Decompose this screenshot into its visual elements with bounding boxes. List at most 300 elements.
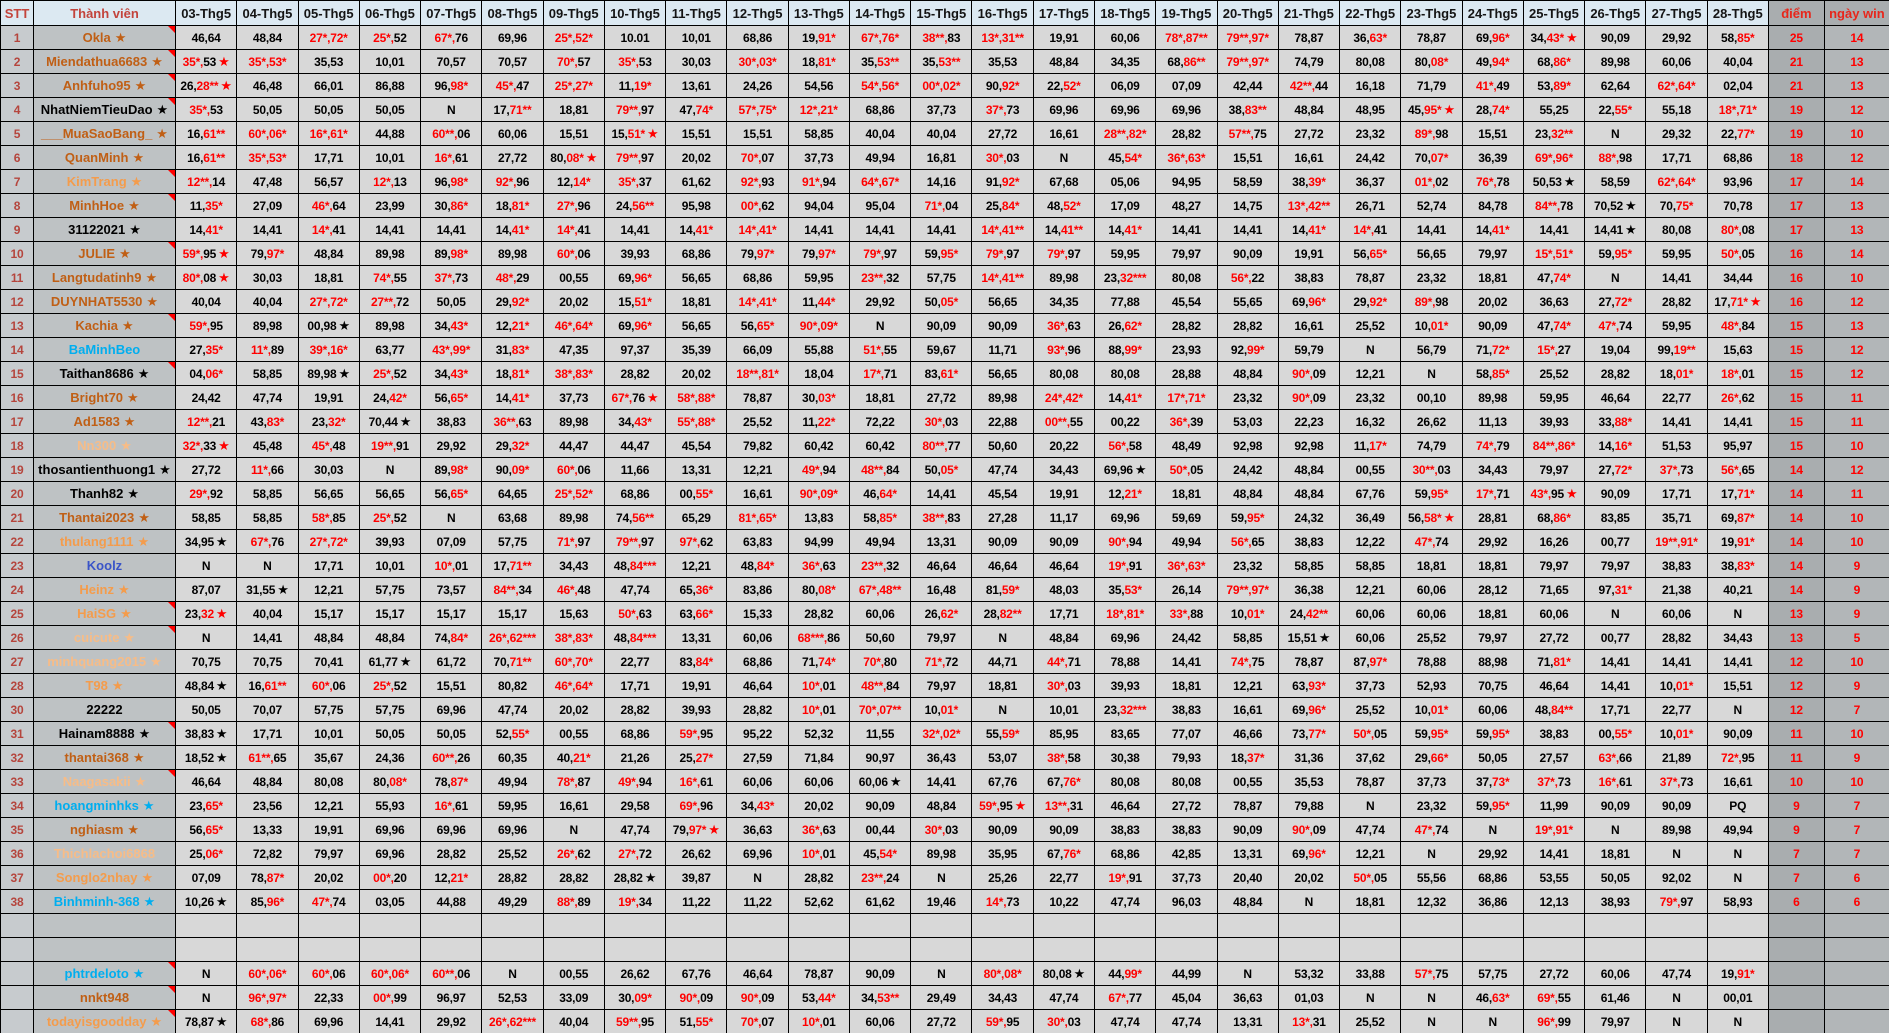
- score-cell[interactable]: [911, 602, 972, 626]
- diem-cell[interactable]: 18: [1768, 146, 1824, 170]
- member-name-cell[interactable]: [34, 362, 176, 386]
- score-cell[interactable]: [1585, 386, 1646, 410]
- score-cell[interactable]: [1401, 50, 1462, 74]
- score-cell[interactable]: [1707, 890, 1768, 914]
- member-name-cell[interactable]: [34, 506, 176, 530]
- ngay-win-cell[interactable]: 14: [1824, 242, 1889, 266]
- score-cell[interactable]: [421, 50, 482, 74]
- score-cell[interactable]: [1401, 338, 1462, 362]
- score-cell[interactable]: [237, 50, 298, 74]
- score-cell[interactable]: [1585, 866, 1646, 890]
- score-cell[interactable]: [911, 554, 972, 578]
- score-cell[interactable]: [1278, 698, 1339, 722]
- score-cell[interactable]: [1401, 314, 1462, 338]
- score-cell[interactable]: [727, 362, 788, 386]
- score-cell[interactable]: [1278, 842, 1339, 866]
- score-cell[interactable]: [666, 338, 727, 362]
- score-cell[interactable]: [176, 554, 237, 578]
- score-cell[interactable]: [1094, 986, 1155, 1010]
- score-cell[interactable]: [1340, 146, 1401, 170]
- score-cell[interactable]: [1462, 458, 1523, 482]
- score-cell[interactable]: [666, 290, 727, 314]
- score-cell[interactable]: [421, 314, 482, 338]
- score-cell[interactable]: [1401, 290, 1462, 314]
- score-cell[interactable]: [359, 434, 420, 458]
- score-cell[interactable]: [911, 242, 972, 266]
- score-cell[interactable]: [1401, 410, 1462, 434]
- score-cell[interactable]: [421, 746, 482, 770]
- score-cell[interactable]: [1156, 914, 1217, 938]
- score-cell[interactable]: [298, 842, 359, 866]
- score-cell[interactable]: [176, 674, 237, 698]
- score-cell[interactable]: [298, 554, 359, 578]
- score-cell[interactable]: [176, 218, 237, 242]
- score-cell[interactable]: [482, 890, 543, 914]
- score-cell[interactable]: [359, 842, 420, 866]
- diem-cell[interactable]: [1768, 962, 1824, 986]
- member-name-cell[interactable]: [34, 674, 176, 698]
- score-cell[interactable]: [666, 410, 727, 434]
- score-cell[interactable]: [1401, 890, 1462, 914]
- score-cell[interactable]: [1646, 482, 1707, 506]
- stt-cell[interactable]: 34: [1, 794, 34, 818]
- score-cell[interactable]: [237, 530, 298, 554]
- score-cell[interactable]: [298, 26, 359, 50]
- score-cell[interactable]: [604, 122, 665, 146]
- score-cell[interactable]: [1340, 842, 1401, 866]
- score-cell[interactable]: [298, 578, 359, 602]
- score-cell[interactable]: [421, 578, 482, 602]
- member-name-cell[interactable]: [34, 626, 176, 650]
- score-cell[interactable]: [1462, 338, 1523, 362]
- score-cell[interactable]: [1094, 218, 1155, 242]
- score-cell[interactable]: [237, 290, 298, 314]
- score-cell[interactable]: [176, 986, 237, 1010]
- score-cell[interactable]: [298, 362, 359, 386]
- score-cell[interactable]: [1523, 986, 1584, 1010]
- score-cell[interactable]: [911, 74, 972, 98]
- score-cell[interactable]: [1707, 506, 1768, 530]
- score-cell[interactable]: [727, 962, 788, 986]
- score-cell[interactable]: [1094, 362, 1155, 386]
- score-cell[interactable]: [482, 818, 543, 842]
- score-cell[interactable]: [604, 170, 665, 194]
- score-cell[interactable]: [1278, 314, 1339, 338]
- score-cell[interactable]: [1523, 458, 1584, 482]
- ngay-win-cell[interactable]: 7: [1824, 818, 1889, 842]
- score-cell[interactable]: [359, 458, 420, 482]
- score-cell[interactable]: [176, 410, 237, 434]
- score-cell[interactable]: [1646, 722, 1707, 746]
- score-cell[interactable]: [298, 530, 359, 554]
- score-cell[interactable]: [972, 674, 1033, 698]
- score-cell[interactable]: [1523, 746, 1584, 770]
- score-cell[interactable]: [1340, 170, 1401, 194]
- score-cell[interactable]: [359, 986, 420, 1010]
- diem-cell[interactable]: 11: [1768, 746, 1824, 770]
- score-cell[interactable]: [666, 242, 727, 266]
- score-cell[interactable]: [482, 722, 543, 746]
- score-cell[interactable]: [176, 74, 237, 98]
- score-cell[interactable]: [1094, 338, 1155, 362]
- score-cell[interactable]: [666, 818, 727, 842]
- score-cell[interactable]: [849, 74, 910, 98]
- score-cell[interactable]: [1278, 50, 1339, 74]
- score-cell[interactable]: [176, 362, 237, 386]
- score-cell[interactable]: [1340, 410, 1401, 434]
- col-header-date-15-Thg5[interactable]: 15-Thg5: [911, 1, 972, 26]
- score-cell[interactable]: [1523, 770, 1584, 794]
- score-cell[interactable]: [1156, 218, 1217, 242]
- score-cell[interactable]: [1278, 266, 1339, 290]
- score-cell[interactable]: [298, 674, 359, 698]
- score-cell[interactable]: [482, 746, 543, 770]
- score-cell[interactable]: [543, 650, 604, 674]
- score-cell[interactable]: [1217, 170, 1278, 194]
- score-cell[interactable]: [237, 986, 298, 1010]
- stt-cell[interactable]: 18: [1, 434, 34, 458]
- score-cell[interactable]: [1523, 386, 1584, 410]
- score-cell[interactable]: [1217, 74, 1278, 98]
- score-cell[interactable]: [543, 482, 604, 506]
- score-cell[interactable]: [1401, 554, 1462, 578]
- score-cell[interactable]: [1340, 1010, 1401, 1033]
- col-header-date-23-Thg5[interactable]: 23-Thg5: [1401, 1, 1462, 26]
- score-cell[interactable]: [1340, 266, 1401, 290]
- score-cell[interactable]: [1278, 770, 1339, 794]
- score-cell[interactable]: [1217, 986, 1278, 1010]
- diem-cell[interactable]: [1768, 914, 1824, 938]
- score-cell[interactable]: [1156, 170, 1217, 194]
- score-cell[interactable]: [237, 170, 298, 194]
- score-cell[interactable]: [176, 146, 237, 170]
- score-cell[interactable]: [1401, 650, 1462, 674]
- score-cell[interactable]: [1462, 722, 1523, 746]
- diem-cell[interactable]: 19: [1768, 122, 1824, 146]
- ngay-win-cell[interactable]: 14: [1824, 26, 1889, 50]
- score-cell[interactable]: [1585, 362, 1646, 386]
- score-cell[interactable]: [1707, 722, 1768, 746]
- score-cell[interactable]: [176, 818, 237, 842]
- score-cell[interactable]: [1646, 218, 1707, 242]
- score-cell[interactable]: [1278, 746, 1339, 770]
- score-cell[interactable]: [1156, 434, 1217, 458]
- diem-cell[interactable]: 9: [1768, 794, 1824, 818]
- score-cell[interactable]: [1278, 986, 1339, 1010]
- score-cell[interactable]: [604, 626, 665, 650]
- score-cell[interactable]: [788, 146, 849, 170]
- score-cell[interactable]: [1340, 338, 1401, 362]
- score-cell[interactable]: [237, 242, 298, 266]
- score-cell[interactable]: [1094, 482, 1155, 506]
- score-cell[interactable]: [666, 362, 727, 386]
- score-cell[interactable]: [1340, 818, 1401, 842]
- ngay-win-cell[interactable]: [1824, 938, 1889, 962]
- score-cell[interactable]: [1094, 1010, 1155, 1033]
- score-cell[interactable]: [727, 770, 788, 794]
- score-cell[interactable]: [604, 1010, 665, 1033]
- score-cell[interactable]: [1033, 458, 1094, 482]
- score-cell[interactable]: [666, 458, 727, 482]
- score-cell[interactable]: [482, 338, 543, 362]
- ngay-win-cell[interactable]: 10: [1824, 770, 1889, 794]
- score-cell[interactable]: [1217, 458, 1278, 482]
- member-name-cell[interactable]: [34, 458, 176, 482]
- score-cell[interactable]: [1523, 578, 1584, 602]
- score-cell[interactable]: [1278, 650, 1339, 674]
- score-cell[interactable]: [482, 530, 543, 554]
- score-cell[interactable]: [849, 698, 910, 722]
- score-cell[interactable]: [298, 722, 359, 746]
- score-cell[interactable]: [1401, 962, 1462, 986]
- score-cell[interactable]: [1340, 74, 1401, 98]
- score-cell[interactable]: [1033, 266, 1094, 290]
- score-cell[interactable]: [1217, 890, 1278, 914]
- score-cell[interactable]: [666, 770, 727, 794]
- member-name-cell[interactable]: [34, 434, 176, 458]
- score-cell[interactable]: [1462, 914, 1523, 938]
- score-cell[interactable]: [359, 722, 420, 746]
- score-cell[interactable]: [1156, 842, 1217, 866]
- score-cell[interactable]: [1156, 650, 1217, 674]
- score-cell[interactable]: [359, 554, 420, 578]
- score-cell[interactable]: [1156, 554, 1217, 578]
- score-cell[interactable]: [237, 554, 298, 578]
- score-cell[interactable]: [237, 506, 298, 530]
- diem-cell[interactable]: [1768, 986, 1824, 1010]
- score-cell[interactable]: [1401, 1010, 1462, 1033]
- score-cell[interactable]: [421, 146, 482, 170]
- score-cell[interactable]: [421, 770, 482, 794]
- score-cell[interactable]: [1340, 122, 1401, 146]
- score-cell[interactable]: [604, 482, 665, 506]
- col-header-date-06-Thg5[interactable]: 06-Thg5: [359, 1, 420, 26]
- score-cell[interactable]: [237, 794, 298, 818]
- diem-cell[interactable]: 21: [1768, 74, 1824, 98]
- score-cell[interactable]: [1401, 386, 1462, 410]
- diem-cell[interactable]: 17: [1768, 170, 1824, 194]
- score-cell[interactable]: [421, 98, 482, 122]
- score-cell[interactable]: [482, 986, 543, 1010]
- score-cell[interactable]: [788, 626, 849, 650]
- score-cell[interactable]: [1646, 458, 1707, 482]
- score-cell[interactable]: [1585, 746, 1646, 770]
- score-cell[interactable]: [727, 866, 788, 890]
- score-cell[interactable]: [543, 122, 604, 146]
- score-cell[interactable]: [911, 530, 972, 554]
- score-cell[interactable]: [911, 794, 972, 818]
- score-cell[interactable]: [1340, 218, 1401, 242]
- ngay-win-cell[interactable]: 13: [1824, 50, 1889, 74]
- score-cell[interactable]: [788, 506, 849, 530]
- score-cell[interactable]: [482, 242, 543, 266]
- score-cell[interactable]: [176, 578, 237, 602]
- score-cell[interactable]: [1217, 290, 1278, 314]
- score-cell[interactable]: [421, 122, 482, 146]
- stt-cell[interactable]: 31: [1, 722, 34, 746]
- score-cell[interactable]: [237, 74, 298, 98]
- score-cell[interactable]: [1707, 602, 1768, 626]
- score-cell[interactable]: [1156, 506, 1217, 530]
- member-name-cell[interactable]: [34, 98, 176, 122]
- ngay-win-cell[interactable]: 7: [1824, 698, 1889, 722]
- score-cell[interactable]: [237, 938, 298, 962]
- member-name-cell[interactable]: [34, 1010, 176, 1033]
- score-cell[interactable]: [1707, 50, 1768, 74]
- score-cell[interactable]: [1217, 722, 1278, 746]
- score-cell[interactable]: [1217, 506, 1278, 530]
- score-cell[interactable]: [359, 770, 420, 794]
- score-cell[interactable]: [176, 506, 237, 530]
- score-cell[interactable]: [972, 530, 1033, 554]
- col-header-date-03-Thg5[interactable]: 03-Thg5: [176, 1, 237, 26]
- score-cell[interactable]: [1033, 914, 1094, 938]
- score-cell[interactable]: [1033, 866, 1094, 890]
- score-cell[interactable]: [1585, 458, 1646, 482]
- score-cell[interactable]: [1033, 578, 1094, 602]
- score-cell[interactable]: [666, 698, 727, 722]
- score-cell[interactable]: [421, 338, 482, 362]
- score-cell[interactable]: [1707, 266, 1768, 290]
- score-cell[interactable]: [604, 818, 665, 842]
- score-cell[interactable]: [359, 650, 420, 674]
- score-cell[interactable]: [298, 890, 359, 914]
- col-header-date-17-Thg5[interactable]: 17-Thg5: [1033, 1, 1094, 26]
- score-cell[interactable]: [1646, 98, 1707, 122]
- score-cell[interactable]: [1523, 938, 1584, 962]
- score-cell[interactable]: [421, 674, 482, 698]
- score-cell[interactable]: [1094, 146, 1155, 170]
- score-cell[interactable]: [1646, 122, 1707, 146]
- score-cell[interactable]: [298, 482, 359, 506]
- score-cell[interactable]: [1585, 938, 1646, 962]
- score-cell[interactable]: [482, 698, 543, 722]
- score-cell[interactable]: [1156, 242, 1217, 266]
- score-cell[interactable]: [788, 74, 849, 98]
- diem-cell[interactable]: 14: [1768, 506, 1824, 530]
- score-cell[interactable]: [482, 194, 543, 218]
- score-cell[interactable]: [298, 794, 359, 818]
- score-cell[interactable]: [972, 506, 1033, 530]
- score-cell[interactable]: [666, 26, 727, 50]
- score-cell[interactable]: [1523, 218, 1584, 242]
- score-cell[interactable]: [1156, 74, 1217, 98]
- score-cell[interactable]: [176, 698, 237, 722]
- score-cell[interactable]: [298, 170, 359, 194]
- diem-cell[interactable]: 15: [1768, 338, 1824, 362]
- score-cell[interactable]: [1278, 602, 1339, 626]
- score-cell[interactable]: [482, 674, 543, 698]
- score-cell[interactable]: [1033, 818, 1094, 842]
- score-cell[interactable]: [788, 650, 849, 674]
- score-cell[interactable]: [788, 434, 849, 458]
- score-cell[interactable]: [1156, 698, 1217, 722]
- ngay-win-cell[interactable]: 12: [1824, 362, 1889, 386]
- score-cell[interactable]: [666, 722, 727, 746]
- score-cell[interactable]: [1094, 650, 1155, 674]
- score-cell[interactable]: [788, 530, 849, 554]
- score-cell[interactable]: [1523, 290, 1584, 314]
- score-cell[interactable]: [1585, 314, 1646, 338]
- score-cell[interactable]: [543, 362, 604, 386]
- score-cell[interactable]: [1462, 50, 1523, 74]
- score-cell[interactable]: [1462, 506, 1523, 530]
- score-cell[interactable]: [176, 530, 237, 554]
- score-cell[interactable]: [1340, 698, 1401, 722]
- score-cell[interactable]: [1585, 482, 1646, 506]
- score-cell[interactable]: [1156, 626, 1217, 650]
- member-name-cell[interactable]: [34, 722, 176, 746]
- score-cell[interactable]: [666, 170, 727, 194]
- score-cell[interactable]: [1462, 962, 1523, 986]
- score-cell[interactable]: [1462, 1010, 1523, 1033]
- score-cell[interactable]: [604, 938, 665, 962]
- score-cell[interactable]: [604, 986, 665, 1010]
- score-cell[interactable]: [1707, 986, 1768, 1010]
- score-cell[interactable]: [1340, 650, 1401, 674]
- score-cell[interactable]: [176, 122, 237, 146]
- score-cell[interactable]: [421, 194, 482, 218]
- score-cell[interactable]: [1462, 410, 1523, 434]
- score-cell[interactable]: [1401, 122, 1462, 146]
- score-cell[interactable]: [666, 98, 727, 122]
- score-cell[interactable]: [788, 674, 849, 698]
- score-cell[interactable]: [1278, 938, 1339, 962]
- score-cell[interactable]: [1340, 98, 1401, 122]
- score-cell[interactable]: [1217, 530, 1278, 554]
- score-cell[interactable]: [911, 698, 972, 722]
- score-cell[interactable]: [1033, 554, 1094, 578]
- score-cell[interactable]: [1094, 26, 1155, 50]
- score-cell[interactable]: [482, 506, 543, 530]
- score-cell[interactable]: [1523, 50, 1584, 74]
- score-cell[interactable]: [1707, 362, 1768, 386]
- score-cell[interactable]: [1340, 506, 1401, 530]
- score-cell[interactable]: [359, 410, 420, 434]
- score-cell[interactable]: [1646, 674, 1707, 698]
- score-cell[interactable]: [1462, 938, 1523, 962]
- stt-cell[interactable]: 22: [1, 530, 34, 554]
- score-cell[interactable]: [1217, 746, 1278, 770]
- diem-cell[interactable]: 14: [1768, 458, 1824, 482]
- score-cell[interactable]: [1401, 722, 1462, 746]
- score-cell[interactable]: [972, 242, 1033, 266]
- score-cell[interactable]: [1217, 266, 1278, 290]
- score-cell[interactable]: [176, 26, 237, 50]
- score-cell[interactable]: [1585, 146, 1646, 170]
- score-cell[interactable]: [482, 842, 543, 866]
- score-cell[interactable]: [237, 122, 298, 146]
- score-cell[interactable]: [788, 338, 849, 362]
- score-cell[interactable]: [1094, 842, 1155, 866]
- stt-cell[interactable]: 37: [1, 866, 34, 890]
- ngay-win-cell[interactable]: 9: [1824, 602, 1889, 626]
- score-cell[interactable]: [788, 866, 849, 890]
- score-cell[interactable]: [666, 218, 727, 242]
- score-cell[interactable]: [1707, 146, 1768, 170]
- score-cell[interactable]: [237, 362, 298, 386]
- score-cell[interactable]: [1646, 74, 1707, 98]
- score-cell[interactable]: [788, 266, 849, 290]
- score-cell[interactable]: [1156, 866, 1217, 890]
- score-cell[interactable]: [727, 818, 788, 842]
- score-cell[interactable]: [1462, 794, 1523, 818]
- stt-cell[interactable]: 13: [1, 314, 34, 338]
- score-cell[interactable]: [972, 722, 1033, 746]
- score-cell[interactable]: [849, 986, 910, 1010]
- score-cell[interactable]: [298, 938, 359, 962]
- score-cell[interactable]: [421, 362, 482, 386]
